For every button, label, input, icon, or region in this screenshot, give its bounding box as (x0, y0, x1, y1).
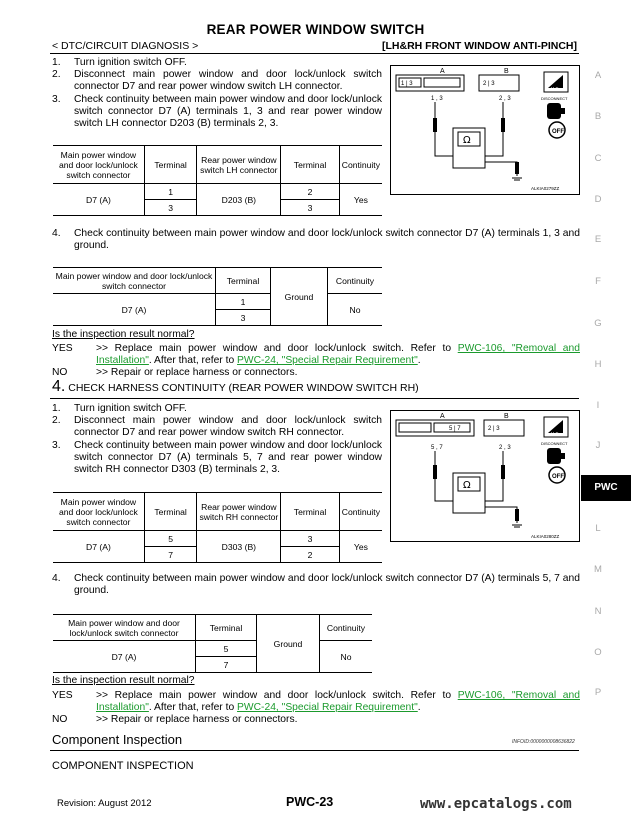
component-inspection-title: Component Inspection (52, 732, 183, 747)
table-cell: D7 (A) (53, 184, 144, 216)
connector-b-label: B (504, 413, 509, 420)
lh-steps (52, 57, 382, 130)
ohm-icon: Ω (463, 135, 471, 146)
connector-b-label: B (504, 68, 509, 75)
step-row: 3. Check continuity between main power window and door lock/unlock switch connector D7 (A) terminals 1, 3 and rear power window switch LH connector D203 (B) terminals 2, 3. (52, 93, 382, 130)
probe-b (501, 465, 505, 479)
step-row: 3. Check continuity between main power window and door lock/unlock switch connector D7 (A) terminals 5, 7 and rear power window switch RH connector D303 (B) terminals 2, 3. (52, 439, 382, 476)
table-cell: No (328, 294, 383, 326)
table-cell: Yes (339, 531, 382, 563)
wire-b-label: 2 , 3 (499, 445, 511, 451)
col-header: Continuity (339, 493, 382, 531)
lh-step4: 4. Check continuity between main power window and door lock/unlock switch connector D7 (A) terminals 1, 3 and ground. (52, 228, 580, 252)
table-cell: 2 (281, 547, 339, 563)
table-cell: 5 (144, 531, 197, 547)
side-letter: C (594, 153, 602, 164)
lead-b (485, 479, 503, 501)
table-cell: 2 (281, 184, 339, 200)
table-cell: 5 (196, 641, 257, 657)
connector-a-pins: 5 | 7 (449, 426, 461, 432)
side-letter: F (595, 276, 601, 287)
table-cell: Yes (339, 184, 382, 216)
section-subtitle: [LH&RH FRONT WINDOW ANTI-PINCH] (382, 40, 577, 52)
side-letter: I (596, 400, 600, 411)
side-letter: G (594, 318, 602, 329)
probe-a (433, 465, 437, 479)
component-inspection-heading: COMPONENT INSPECTION (52, 760, 194, 772)
table-cell: D303 (B) (197, 531, 281, 563)
no-answer: NO >> Repair or replace harness or connectors. (52, 367, 298, 378)
col-header: Continuity (339, 146, 382, 184)
col-header: Rear power window switch RH connector (197, 493, 281, 531)
rh-wiring-diagram (390, 410, 580, 542)
wire-b-label: 2 , 3 (499, 96, 511, 102)
disconnect-label: DISCONNECT (541, 96, 568, 101)
special-repair-link[interactable]: PWC-24, "Special Repair Requirement" (237, 355, 418, 366)
step-row: 1. Turn ignition switch OFF. (52, 403, 187, 414)
col-header: Continuity (320, 615, 373, 641)
ground-probe (515, 162, 519, 174)
col-header: Main power window and door lock/unlock switch connector (53, 493, 144, 531)
ground-lead (485, 507, 517, 523)
table-cell: D7 (A) (53, 294, 216, 326)
side-letter: B (594, 111, 602, 122)
connector-a-label: A (440, 413, 445, 420)
lh-diagram-svg (391, 66, 579, 194)
col-header: Terminal (281, 493, 339, 531)
removal-installation-link[interactable]: PWC-106, "Removal and Installation" (96, 343, 580, 366)
table-cell: D7 (A) (53, 641, 196, 673)
table-cell: Ground (271, 268, 328, 326)
col-header: Rear power window switch LH connector (197, 146, 281, 184)
table-cell: 1 (216, 294, 271, 310)
side-letter: M (594, 564, 602, 575)
col-header: Main power window and door lock/unlock switch connector (53, 146, 144, 184)
side-letter: L (595, 523, 601, 534)
lead-a (435, 132, 453, 156)
yes-answer: YES >> Replace main power window and door lock/unlock switch. Refer to PWC-106, "Removal and Installation". After that, refer to PWC-24, "Special Repair Requirement". (52, 690, 580, 713)
rh-step4: 4. Check continuity between main power window and door lock/unlock switch connector D7 (A) terminals 5, 7 and ground. (52, 573, 580, 597)
connector-a-pinblock (399, 423, 431, 432)
lh-ground-table (53, 267, 382, 326)
col-header: Terminal (144, 146, 197, 184)
col-header: Continuity (328, 268, 383, 294)
table-cell: 3 (216, 310, 271, 326)
side-letter: H (594, 359, 602, 370)
wire-a-label: 5 , 7 (431, 445, 443, 451)
section-rule (50, 398, 579, 399)
page-title: REAR POWER WINDOW SWITCH (206, 22, 425, 37)
footer-page-number: PWC-23 (286, 795, 334, 809)
table-cell: Ground (257, 615, 320, 673)
table-cell: 7 (196, 657, 257, 673)
col-header: Main power window and door lock/unlock switch connector (53, 615, 196, 641)
special-repair-link[interactable]: PWC-24, "Special Repair Requirement" (237, 702, 418, 713)
side-letter: P (594, 687, 602, 698)
col-header: Terminal (144, 493, 197, 531)
probe-a (433, 118, 437, 132)
table-cell: 3 (281, 200, 339, 216)
yes-answer: YES >> Replace main power window and door lock/unlock switch. Refer to PWC-106, "Removal and Installation". After that, refer to PWC-24, "Special Repair Requirement". (52, 343, 580, 366)
no-answer: NO >> Repair or replace harness or connectors. (52, 714, 298, 725)
inspection-question: Is the inspection result normal? (52, 329, 195, 340)
svg-text:OFF: OFF (552, 129, 564, 135)
footer-revision: Revision: August 2012 (57, 798, 152, 809)
section-heading: 4. CHECK HARNESS CONTINUITY (REAR POWER WINDOW SWITCH RH) (52, 378, 419, 395)
ohm-icon: Ω (463, 480, 471, 491)
rh-diagram-svg (391, 411, 579, 541)
step-row: 2. Disconnect main power window and door lock/unlock switch connector D7 and rear power window switch LH connector. (52, 69, 382, 93)
connector-b-pins: 2 | 3 (483, 81, 495, 87)
svg-text:H.S.: H.S. (551, 431, 560, 436)
connector-a-pinblock-2 (424, 78, 460, 87)
col-header: Main power window and door lock/unlock switch connector (53, 268, 216, 294)
rh-ground-table (53, 614, 372, 673)
connector-b-pins: 2 | 3 (488, 426, 500, 432)
component-rule (50, 750, 579, 751)
col-header: Terminal (281, 146, 339, 184)
lh-wiring-diagram (390, 65, 580, 195)
wire-a-label: 1 , 3 (431, 96, 443, 102)
col-header: Terminal (216, 268, 271, 294)
table-cell: D7 (A) (53, 531, 144, 563)
table-cell: 3 (144, 200, 197, 216)
removal-installation-link[interactable]: PWC-106, "Removal and Installation" (96, 690, 580, 713)
lh-continuity-table (53, 145, 382, 216)
table-cell: No (320, 641, 373, 673)
connector-a-pins: 1 | 3 (401, 81, 413, 87)
table-cell: 1 (144, 184, 197, 200)
connector-a-body (396, 420, 474, 436)
section-tab-pwc[interactable]: PWC (581, 475, 631, 501)
side-letter: O (594, 647, 602, 658)
table-cell: 3 (281, 531, 339, 547)
svg-text:OFF: OFF (552, 474, 564, 480)
table-cell: D203 (B) (197, 184, 281, 216)
footer-watermark: www.epcatalogs.com (420, 796, 572, 812)
rh-continuity-table (53, 492, 382, 563)
lead-b (485, 132, 503, 156)
side-letter: N (594, 606, 602, 617)
svg-text:H.S.: H.S. (551, 86, 560, 91)
connector-a-label: A (440, 68, 445, 75)
probe-b (501, 118, 505, 132)
side-letter: A (594, 70, 602, 81)
ground-probe (515, 509, 519, 521)
section-label: < DTC/CIRCUIT DIAGNOSIS > (52, 40, 199, 52)
rh-steps (52, 403, 382, 476)
ground-lead (485, 162, 517, 176)
lead-a (435, 479, 453, 501)
inspection-question: Is the inspection result normal? (52, 675, 195, 686)
diagram-code: ALKIA0280ZZ (531, 534, 560, 539)
side-letter: J (595, 440, 601, 451)
step-row: 1. Turn ignition switch OFF. (52, 57, 187, 68)
side-letter: D (594, 194, 602, 205)
step-row: 2. Disconnect main power window and door lock/unlock switch connector D7 and rear power window switch RH connector. (52, 415, 382, 439)
side-letter: E (594, 234, 602, 245)
info-id: INFOID:0000000008636822 (512, 739, 575, 745)
header-rule (50, 53, 579, 54)
disconnect-label: DISCONNECT (541, 441, 568, 446)
col-header: Terminal (196, 615, 257, 641)
table-cell: 7 (144, 547, 197, 563)
diagram-code: ALKIA0279ZZ (531, 186, 560, 191)
